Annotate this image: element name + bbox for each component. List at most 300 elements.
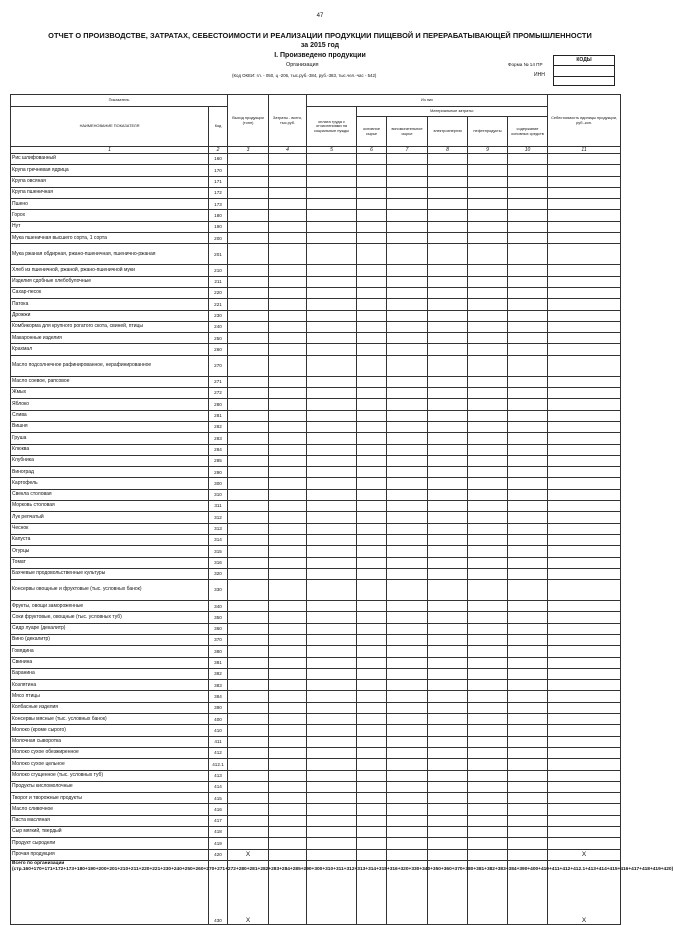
value-cell[interactable] [387, 433, 428, 444]
value-cell[interactable] [357, 265, 387, 276]
value-cell[interactable] [228, 410, 269, 421]
value-cell[interactable] [307, 287, 357, 298]
value-cell[interactable] [548, 355, 621, 376]
value-cell[interactable] [269, 388, 307, 399]
value-cell[interactable] [357, 793, 387, 804]
value-cell[interactable] [548, 534, 621, 545]
value-cell[interactable] [357, 580, 387, 601]
value-cell[interactable] [307, 388, 357, 399]
value-cell[interactable] [307, 455, 357, 466]
value-cell[interactable] [387, 557, 428, 568]
value-cell[interactable] [307, 601, 357, 612]
value-cell[interactable] [468, 176, 508, 187]
value-cell[interactable] [428, 601, 468, 612]
value-cell[interactable] [228, 546, 269, 557]
value-cell[interactable] [548, 691, 621, 702]
value-cell[interactable] [269, 793, 307, 804]
value-cell[interactable] [357, 725, 387, 736]
value-cell[interactable] [269, 770, 307, 781]
value-cell[interactable] [357, 333, 387, 344]
value-cell[interactable] [269, 568, 307, 579]
value-cell[interactable] [428, 747, 468, 758]
value-cell[interactable] [387, 210, 428, 221]
value-cell[interactable] [228, 276, 269, 287]
value-cell[interactable] [228, 265, 269, 276]
value-cell[interactable] [269, 657, 307, 668]
value-cell[interactable] [468, 634, 508, 645]
value-cell[interactable] [468, 321, 508, 332]
value-cell[interactable] [508, 815, 548, 826]
value-cell[interactable] [357, 668, 387, 679]
value-cell[interactable] [307, 265, 357, 276]
value-cell[interactable] [269, 455, 307, 466]
value-cell[interactable] [428, 714, 468, 725]
value-cell[interactable] [508, 668, 548, 679]
value-cell[interactable] [387, 580, 428, 601]
value-cell[interactable] [307, 478, 357, 489]
value-cell[interactable] [387, 623, 428, 634]
value-cell[interactable] [357, 623, 387, 634]
value-cell[interactable] [508, 612, 548, 623]
value-cell[interactable] [307, 444, 357, 455]
value-cell[interactable] [428, 691, 468, 702]
value-cell[interactable] [468, 355, 508, 376]
value-cell[interactable] [387, 376, 428, 387]
value-cell[interactable] [269, 265, 307, 276]
value-cell[interactable] [548, 668, 621, 679]
value-cell[interactable] [387, 299, 428, 310]
value-cell[interactable] [269, 523, 307, 534]
value-cell[interactable] [548, 512, 621, 523]
value-cell[interactable] [307, 827, 357, 838]
value-cell[interactable] [307, 668, 357, 679]
value-cell[interactable] [548, 546, 621, 557]
value-cell[interactable] [228, 668, 269, 679]
value-cell[interactable] [387, 165, 428, 176]
value-cell[interactable] [468, 546, 508, 557]
value-cell[interactable] [387, 410, 428, 421]
value-cell[interactable] [387, 849, 428, 860]
value-cell[interactable] [387, 344, 428, 355]
value-cell[interactable] [307, 489, 357, 500]
value-cell[interactable] [508, 646, 548, 657]
value-cell[interactable] [269, 221, 307, 232]
value-cell[interactable] [307, 580, 357, 601]
value-cell[interactable] [228, 333, 269, 344]
value-cell[interactable] [508, 310, 548, 321]
value-cell[interactable] [468, 725, 508, 736]
value-cell[interactable] [357, 612, 387, 623]
value-cell[interactable] [307, 165, 357, 176]
value-cell[interactable] [357, 388, 387, 399]
value-cell[interactable] [428, 455, 468, 466]
value-cell[interactable] [269, 355, 307, 376]
value-cell[interactable] [228, 601, 269, 612]
value-cell[interactable] [357, 321, 387, 332]
value-cell[interactable] [468, 210, 508, 221]
value-cell[interactable] [468, 793, 508, 804]
value-cell[interactable] [548, 233, 621, 244]
value-cell[interactable] [548, 287, 621, 298]
value-cell[interactable] [508, 804, 548, 815]
value-cell[interactable] [228, 534, 269, 545]
value-cell[interactable] [387, 187, 428, 198]
value-cell[interactable] [307, 646, 357, 657]
value-cell[interactable] [387, 534, 428, 545]
value-cell[interactable] [228, 815, 269, 826]
value-cell[interactable] [387, 793, 428, 804]
value-cell[interactable] [269, 467, 307, 478]
value-cell[interactable] [428, 736, 468, 747]
value-cell[interactable] [357, 815, 387, 826]
value-cell[interactable] [387, 523, 428, 534]
value-cell[interactable] [468, 759, 508, 770]
value-cell[interactable] [428, 244, 468, 265]
value-cell[interactable] [428, 612, 468, 623]
value-cell[interactable] [468, 646, 508, 657]
value-cell[interactable] [508, 344, 548, 355]
value-cell[interactable] [269, 199, 307, 210]
value-cell[interactable] [387, 568, 428, 579]
value-cell[interactable] [428, 827, 468, 838]
value-cell[interactable] [269, 804, 307, 815]
value-cell[interactable] [428, 233, 468, 244]
value-cell[interactable] [428, 804, 468, 815]
value-cell[interactable] [307, 376, 357, 387]
value-cell[interactable] [269, 154, 307, 165]
value-cell[interactable] [508, 747, 548, 758]
value-cell[interactable] [468, 187, 508, 198]
value-cell[interactable] [269, 310, 307, 321]
value-cell[interactable] [357, 199, 387, 210]
value-cell[interactable] [428, 849, 468, 860]
value-cell[interactable] [468, 244, 508, 265]
value-cell[interactable] [307, 321, 357, 332]
value-cell[interactable] [228, 657, 269, 668]
value-cell[interactable] [307, 623, 357, 634]
value-cell[interactable] [387, 804, 428, 815]
value-cell[interactable] [228, 489, 269, 500]
value-cell[interactable] [468, 433, 508, 444]
value-cell[interactable] [508, 410, 548, 421]
value-cell[interactable] [428, 838, 468, 849]
value-cell[interactable] [307, 657, 357, 668]
value-cell[interactable] [307, 154, 357, 165]
value-cell[interactable] [468, 455, 508, 466]
value-cell[interactable] [307, 849, 357, 860]
value-cell[interactable] [508, 421, 548, 432]
value-cell[interactable] [468, 657, 508, 668]
value-cell[interactable] [357, 736, 387, 747]
value-cell[interactable] [548, 265, 621, 276]
value-cell[interactable] [548, 410, 621, 421]
value-cell[interactable] [387, 455, 428, 466]
value-cell[interactable] [228, 759, 269, 770]
value-cell[interactable] [357, 781, 387, 792]
codes-form-field[interactable] [554, 66, 614, 77]
value-cell[interactable] [228, 793, 269, 804]
value-cell[interactable] [428, 467, 468, 478]
value-cell[interactable] [508, 657, 548, 668]
value-cell[interactable] [387, 838, 428, 849]
value-cell[interactable] [387, 199, 428, 210]
value-cell[interactable] [269, 849, 307, 860]
value-cell[interactable] [228, 512, 269, 523]
value-cell[interactable] [357, 344, 387, 355]
value-cell[interactable] [468, 534, 508, 545]
value-cell[interactable] [228, 355, 269, 376]
value-cell[interactable] [548, 333, 621, 344]
value-cell[interactable] [269, 827, 307, 838]
value-cell[interactable] [508, 702, 548, 713]
value-cell[interactable] [357, 233, 387, 244]
value-cell[interactable] [357, 376, 387, 387]
value-cell[interactable] [269, 233, 307, 244]
value-cell[interactable] [548, 376, 621, 387]
value-cell[interactable] [269, 736, 307, 747]
value-cell[interactable] [508, 634, 548, 645]
value-cell[interactable] [548, 580, 621, 601]
value-cell[interactable] [228, 165, 269, 176]
codes-inn-field[interactable] [554, 77, 614, 87]
value-cell[interactable] [508, 233, 548, 244]
value-cell[interactable] [269, 299, 307, 310]
value-cell[interactable] [387, 276, 428, 287]
value-cell[interactable] [228, 747, 269, 758]
value-cell[interactable] [468, 781, 508, 792]
value-cell[interactable] [508, 623, 548, 634]
value-cell[interactable] [387, 321, 428, 332]
value-cell[interactable] [548, 568, 621, 579]
value-cell[interactable] [468, 154, 508, 165]
value-cell[interactable] [387, 501, 428, 512]
value-cell[interactable] [468, 680, 508, 691]
value-cell[interactable] [269, 444, 307, 455]
value-cell[interactable] [269, 333, 307, 344]
value-cell[interactable] [307, 221, 357, 232]
value-cell[interactable] [357, 410, 387, 421]
value-cell[interactable] [269, 702, 307, 713]
value-cell[interactable] [269, 512, 307, 523]
value-cell[interactable] [269, 680, 307, 691]
value-cell[interactable] [357, 714, 387, 725]
value-cell[interactable] [228, 781, 269, 792]
value-cell[interactable] [357, 444, 387, 455]
value-cell[interactable] [428, 321, 468, 332]
value-cell[interactable] [228, 444, 269, 455]
value-cell[interactable] [307, 680, 357, 691]
value-cell[interactable] [387, 702, 428, 713]
value-cell[interactable] [307, 176, 357, 187]
value-cell[interactable] [357, 546, 387, 557]
value-cell[interactable] [307, 804, 357, 815]
value-cell[interactable] [508, 376, 548, 387]
value-cell[interactable] [269, 287, 307, 298]
value-cell[interactable] [508, 433, 548, 444]
value-cell[interactable] [508, 512, 548, 523]
value-cell[interactable] [269, 623, 307, 634]
value-cell[interactable] [548, 680, 621, 691]
value-cell[interactable] [269, 210, 307, 221]
value-cell[interactable] [428, 793, 468, 804]
value-cell[interactable] [357, 770, 387, 781]
value-cell[interactable] [387, 646, 428, 657]
value-cell[interactable] [468, 265, 508, 276]
value-cell[interactable] [228, 838, 269, 849]
value-cell[interactable] [508, 276, 548, 287]
value-cell[interactable] [387, 444, 428, 455]
value-cell[interactable] [228, 557, 269, 568]
value-cell[interactable] [307, 244, 357, 265]
value-cell[interactable] [307, 410, 357, 421]
value-cell[interactable] [508, 467, 548, 478]
value-cell[interactable] [428, 444, 468, 455]
value-cell[interactable] [307, 210, 357, 221]
value-cell[interactable] [548, 321, 621, 332]
value-cell[interactable] [508, 680, 548, 691]
value-cell[interactable] [428, 546, 468, 557]
value-cell[interactable] [228, 421, 269, 432]
value-cell[interactable] [357, 455, 387, 466]
value-cell[interactable] [548, 736, 621, 747]
value-cell[interactable] [307, 634, 357, 645]
value-cell[interactable] [357, 827, 387, 838]
value-cell[interactable] [387, 265, 428, 276]
value-cell[interactable] [357, 646, 387, 657]
value-cell[interactable] [357, 759, 387, 770]
value-cell[interactable] [228, 287, 269, 298]
value-cell[interactable] [357, 244, 387, 265]
value-cell[interactable] [228, 714, 269, 725]
value-cell[interactable] [548, 244, 621, 265]
value-cell[interactable] [468, 838, 508, 849]
value-cell[interactable] [428, 210, 468, 221]
value-cell[interactable] [508, 221, 548, 232]
value-cell[interactable] [548, 557, 621, 568]
value-cell[interactable] [548, 210, 621, 221]
value-cell[interactable] [228, 501, 269, 512]
value-cell[interactable] [357, 433, 387, 444]
value-cell[interactable] [428, 299, 468, 310]
value-cell[interactable] [548, 489, 621, 500]
value-cell[interactable] [468, 523, 508, 534]
value-cell[interactable] [508, 557, 548, 568]
value-cell[interactable] [428, 568, 468, 579]
value-cell[interactable] [228, 199, 269, 210]
value-cell[interactable] [548, 747, 621, 758]
value-cell[interactable] [468, 714, 508, 725]
value-cell[interactable] [307, 781, 357, 792]
value-cell[interactable] [508, 725, 548, 736]
value-cell[interactable] [428, 199, 468, 210]
value-cell[interactable] [387, 747, 428, 758]
value-cell[interactable] [387, 759, 428, 770]
value-cell[interactable] [228, 321, 269, 332]
value-cell[interactable] [269, 668, 307, 679]
value-cell[interactable] [269, 580, 307, 601]
value-cell[interactable] [357, 702, 387, 713]
value-cell[interactable] [508, 736, 548, 747]
value-cell[interactable] [228, 244, 269, 265]
value-cell[interactable] [387, 399, 428, 410]
value-cell[interactable] [428, 725, 468, 736]
value-cell[interactable] [307, 355, 357, 376]
value-cell[interactable] [357, 467, 387, 478]
value-cell[interactable] [387, 478, 428, 489]
value-cell[interactable] [428, 399, 468, 410]
value-cell[interactable] [269, 276, 307, 287]
value-cell[interactable] [357, 287, 387, 298]
value-cell[interactable] [357, 276, 387, 287]
value-cell[interactable] [548, 793, 621, 804]
value-cell[interactable] [307, 501, 357, 512]
value-cell[interactable] [307, 612, 357, 623]
value-cell[interactable] [307, 344, 357, 355]
value-cell[interactable] [357, 680, 387, 691]
value-cell[interactable] [468, 489, 508, 500]
value-cell[interactable] [307, 793, 357, 804]
value-cell[interactable] [228, 623, 269, 634]
value-cell[interactable] [428, 376, 468, 387]
value-cell[interactable] [357, 501, 387, 512]
value-cell[interactable] [428, 433, 468, 444]
value-cell[interactable] [428, 276, 468, 287]
value-cell[interactable] [508, 265, 548, 276]
value-cell[interactable] [269, 344, 307, 355]
value-cell[interactable] [428, 176, 468, 187]
value-cell[interactable] [269, 421, 307, 432]
value-cell[interactable] [508, 781, 548, 792]
value-cell[interactable] [387, 657, 428, 668]
value-cell[interactable] [508, 187, 548, 198]
value-cell[interactable] [508, 244, 548, 265]
value-cell[interactable] [428, 759, 468, 770]
value-cell[interactable] [428, 770, 468, 781]
value-cell[interactable] [548, 759, 621, 770]
value-cell[interactable] [387, 714, 428, 725]
value-cell[interactable] [307, 815, 357, 826]
value-cell[interactable] [428, 534, 468, 545]
value-cell[interactable] [307, 725, 357, 736]
value-cell[interactable] [468, 388, 508, 399]
value-cell[interactable] [508, 580, 548, 601]
value-cell[interactable] [508, 827, 548, 838]
value-cell[interactable] [228, 478, 269, 489]
value-cell[interactable] [387, 221, 428, 232]
value-cell[interactable] [269, 433, 307, 444]
value-cell[interactable] [269, 781, 307, 792]
value-cell[interactable] [468, 478, 508, 489]
value-cell[interactable] [428, 512, 468, 523]
value-cell[interactable] [468, 467, 508, 478]
value-cell[interactable] [228, 154, 269, 165]
value-cell[interactable] [228, 770, 269, 781]
value-cell[interactable] [548, 310, 621, 321]
value-cell[interactable] [307, 299, 357, 310]
value-cell[interactable] [387, 612, 428, 623]
value-cell[interactable] [548, 299, 621, 310]
value-cell[interactable] [468, 557, 508, 568]
value-cell[interactable] [357, 691, 387, 702]
value-cell[interactable] [228, 827, 269, 838]
value-cell[interactable] [468, 849, 508, 860]
value-cell[interactable] [548, 344, 621, 355]
value-cell[interactable] [428, 388, 468, 399]
value-cell[interactable] [228, 568, 269, 579]
value-cell[interactable] [228, 299, 269, 310]
value-cell[interactable] [548, 725, 621, 736]
value-cell[interactable] [428, 333, 468, 344]
